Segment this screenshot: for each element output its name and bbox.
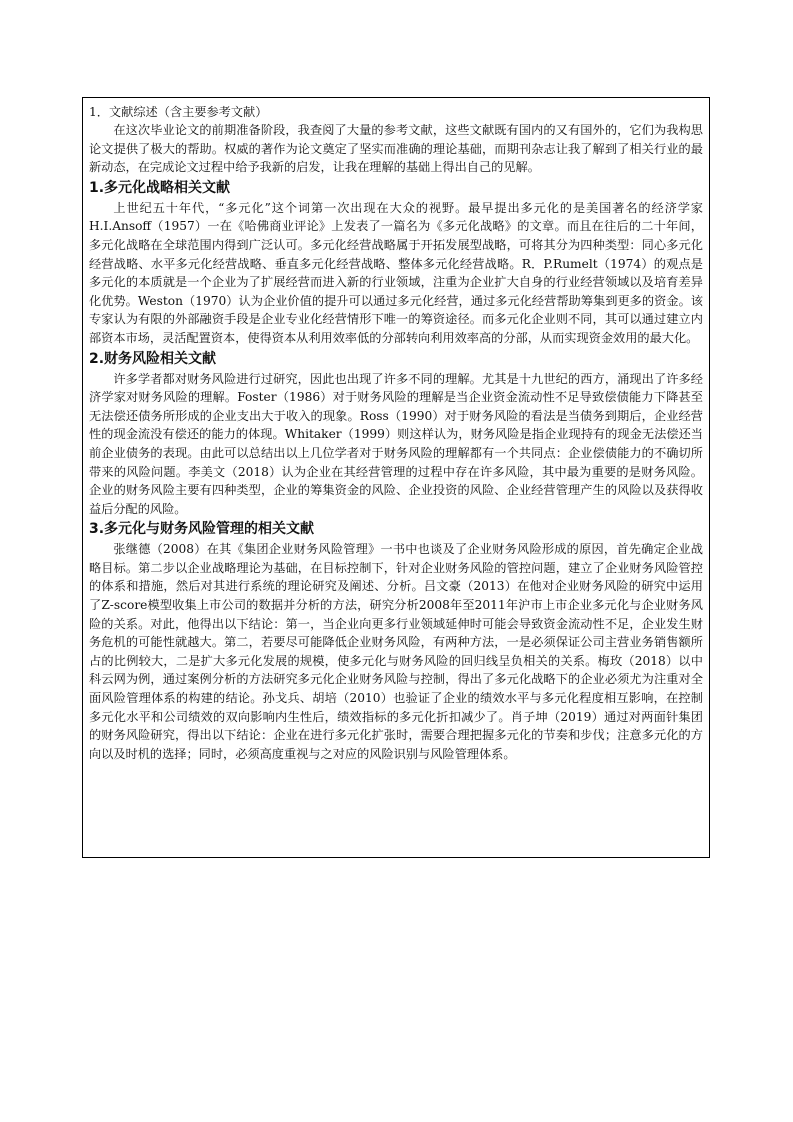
section-body-financial-risk: 许多学者都对财务风险进行过研究，因此也出现了许多不同的理解。尤其是十九世纪的西方，涌现出了许多经济学家对财务风险的理解。Foster（1986）对于财务风险的理解是当企业资金流动性不足导致偿债能力下降甚至无法偿还债务所形成的企业支出大于收入的现象。Ross（1990）对于财务风险的看法是当债务到期后，企业经营性的现金流没有偿还的能力的体现。Whitaker（1999）则这样认为，财务风险是指企业现持有的现金无法偿还当前企业债务的表现。由此可以总结出以上几位学者对于财务风险的理解都有一个共同点：企业偿债能力的不确切所带来的风险问题。李美文（2018）认为企业在其经营管理的过程中存在许多风险，其中最为重要的是财务风险。企业的财务风险主要有四种类型，企业的筹集资金的风险、企业投资的风险、企业经营管理产生的风险以及获得收益后分配的风险。 bbox=[89, 371, 703, 516]
literature-review-box bbox=[82, 97, 710, 858]
review-heading: 1．文献综述（含主要参考文献） bbox=[89, 105, 268, 119]
section-title-diversification: 1.多元化战略相关文献 bbox=[89, 179, 231, 196]
section-body-diversification: 上世纪五十年代，“多元化”这个词第一次出现在大众的视野。最早提出多元化的是美国著名的经济学家H.I.Ansoff（1957）一在《哈佛商业评论》上发表了一篇名为《多元化战略》的文章。而且在往后的二十年间，多元化战略在全球范围内得到广泛认可。多元化经营战略属于开拓发展型战略，可将其分为四种类型：同心多元化经营战略、水平多元化经营战略、垂直多元化经营战略、整体多元化经营战略。R．P.Rumelt（1974）的观点是多元化的本质就是一个企业为了扩展经营而进入新的行业领域，注重为企业扩大自身的行业经营领域以及培育差异化优势。Weston（1970）认为企业价值的提升可以通过多元化经营，通过多元化经营帮助筹集到更多的资金。该专家认为有限的外部融资手段是企业专业化经营情形下唯一的筹资途径。而多元化企业则不同，其可以通过建立内部资本市场，灵活配置资本，使得资本从利用效率低的分部转向利用效率高的分部，从而实现资金效用的最大化。 bbox=[89, 200, 703, 345]
section-title-diversification-risk-management: 3.多元化与财务风险管理的相关文献 bbox=[89, 521, 315, 538]
section-title-financial-risk: 2.财务风险相关文献 bbox=[89, 350, 217, 367]
intro-paragraph: 在这次毕业论文的前期准备阶段，我查阅了大量的参考文献，这些文献既有国内的又有国外的，它们为我构思论文提供了极大的帮助。权威的著作为论文奠定了坚实而准确的理论基础，而期刊杂志让我了解到了相关行业的最新动态，在完成论文过程中给予我新的启发，让我在理解的基础上得出自己的见解。 bbox=[89, 123, 703, 175]
section-body-diversification-risk-management: 张继德（2008）在其《集团企业财务风险管理》一书中也谈及了企业财务风险形成的原因，首先确定企业战略目标。第二步以企业战略理论为基础，在目标控制下，针对企业财务风险的管控问题，建立了企业财务风险管控的体系和措施，然后对其进行系统的理论研究及阐述、分析。吕文豪（2013）在他对企业财务风险的研究中运用了Z-score模型收集上市公司的数据并分析的方法，研究分析2008年至2011年沪市上市企业多元化与企业财务风险的关系。对此，他得出以下结论：第一，当企业向更多行业领域延伸时可能会导致资金流动性不足，企业发生财务危机的可能性就越大。第二，若要尽可能降低企业财务风险，有两种方法，一是必须保证公司主营业务销售额所占的比例较大，二是扩大多元化发展的规模，使多元化与财务风险的回归线呈负相关的关系。梅玫（2018）以中科云网为例，通过案例分析的方法研究多元化企业财务风险与控制，得出了多元化战略下的企业必须尤为注重对全面风险管理体系的构建的结论。孙戈兵、胡培（2010）也验证了企业的绩效水平与多元化程度相互影响，在控制多元化水平和公司绩效的双向影响内生性后，绩效指标的多元化折扣减少了。肖子坤（2019）通过对两面针集团的财务风险研究，得出以下结论：企业在进行多元化扩张时，需要合理把握多元化的节奏和步伐；注意多元化的方向以及时机的选择；同时，必须高度重视与之对应的风险识别与风险管理体系。 bbox=[89, 542, 703, 761]
